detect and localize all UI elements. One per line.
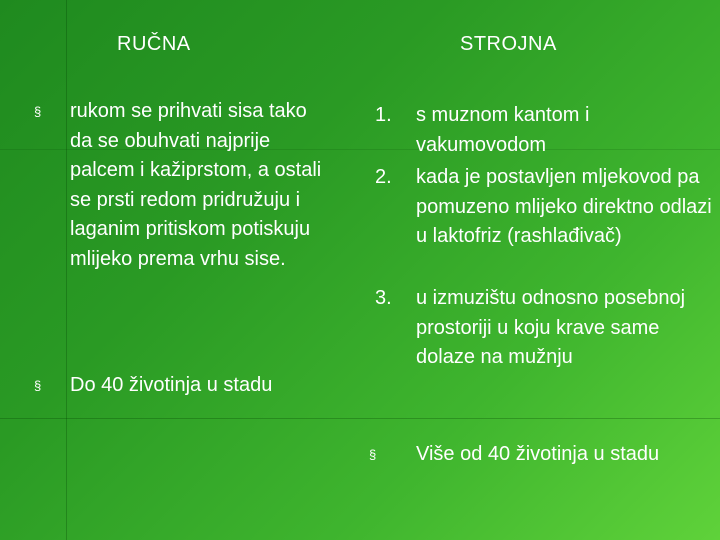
- bullet-marker: §: [369, 447, 377, 462]
- numbered-item: [375, 101, 715, 160]
- number-marker: 3.: [375, 287, 392, 309]
- numbered-item-text: s muznom kantom i vakumovodom: [416, 104, 590, 156]
- list-item: [34, 97, 334, 274]
- bullet-marker: §: [34, 104, 42, 119]
- list-item: [34, 371, 334, 401]
- list-item-text: Više od 40 životinja u stadu: [416, 443, 660, 465]
- grid-line: [0, 418, 720, 419]
- number-marker: 1.: [375, 104, 392, 126]
- number-marker: 2.: [375, 166, 392, 188]
- bullet-marker: §: [34, 378, 42, 393]
- list-item-text: Do 40 životinja u stadu: [70, 374, 273, 396]
- numbered-item: [375, 163, 715, 252]
- numbered-item-text: u izmuzištu odnosno posebnoj prostoriji u koju krave same dolaze na mužnju: [416, 287, 686, 368]
- column-heading-manual: RUČNA: [117, 33, 191, 55]
- column-heading-machine: STROJNA: [460, 33, 557, 55]
- numbered-item: [375, 284, 715, 373]
- list-item: [369, 440, 709, 470]
- numbered-item-text: kada je postavljen mljekovod pa pomuzeno mlijeko direktno odlazi u laktofriz (rashlađivač): [416, 166, 712, 247]
- list-item-text: rukom se prihvati sisa tako da se obuhvati najprije palcem i kažiprstom, a ostali se prsti redom pridružuju i laganim pritiskom potiskuju mlijeko prema vrhu sise.: [70, 100, 322, 270]
